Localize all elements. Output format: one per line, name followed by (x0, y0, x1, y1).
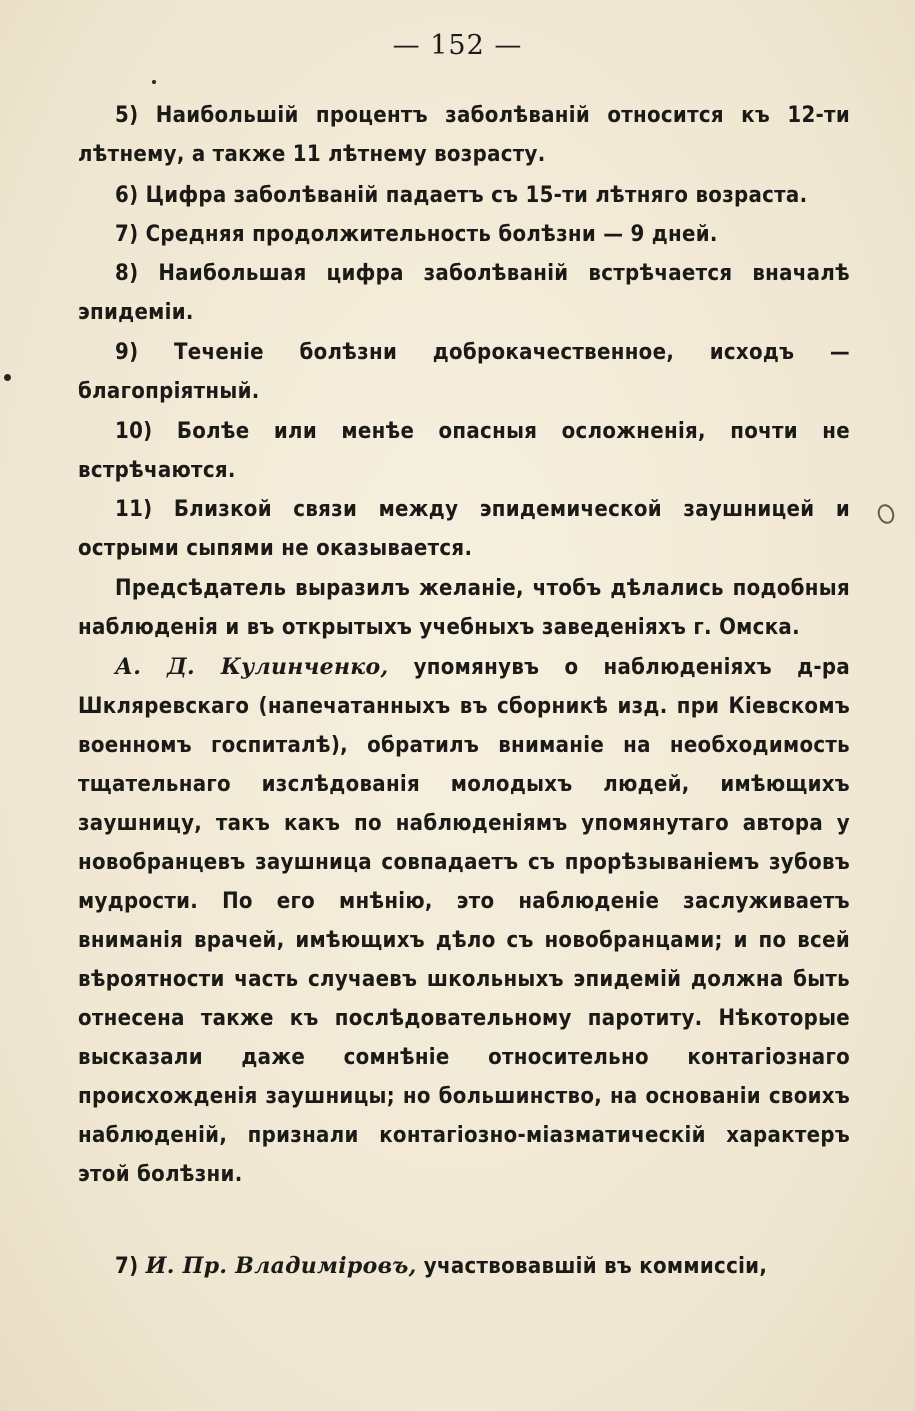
speaker-name: А. Д. Кулинченко, (115, 654, 389, 680)
ring-mark (875, 502, 897, 526)
paragraph-number: 7) (115, 1254, 139, 1279)
paragraph-chairman: Предсѣдатель выразилъ желаніе, чтобъ дѣлались подобныя наблюденія и въ открытыхъ учебныхъ заведеніяхъ г. Омска. (78, 576, 850, 640)
paragraph-item-11: 11) Близкой связи между эпидемической заушницей и острыми сыпями не оказывается. (78, 497, 850, 561)
paragraph-body: участвовавшій въ коммиссіи, (416, 1254, 768, 1279)
paragraph-item-10: 10) Болѣе или менѣе опасныя осложненія, почти не встрѣчаются. (78, 419, 850, 483)
paragraph-item-7: 7) Средняя продолжительность болѣзни — 9 дней. (115, 222, 718, 247)
ink-dot-mark (152, 80, 156, 84)
ink-spot-mark (4, 374, 11, 381)
paragraph-body: упомянувъ о наблюденіяхъ д-ра Шкляревскаго (напечатанныхъ въ сборникѣ изд. при Кіевскомъ военномъ госпиталѣ), обратилъ вниманіе на необходимость тщательнаго изслѣдованія молодыхъ людей, имѣющихъ заушницу, такъ какъ по наблюденіямъ упомянутаго автора у новобранцевъ заушница совпадаетъ съ прорѣзываніемъ зубовъ мудрости. По его мнѣнію, это наблюденіе заслуживаетъ вниманія врачей, имѣющихъ дѣло съ новобранцами; и по всей вѣроятности часть случаевъ школьныхъ эпидемій должна быть отнесена также къ послѣдовательному паротиту. Нѣкоторые высказали даже сомнѣніе относительно контагіознаго происхожденія заушницы; но большинство, на основаніи своихъ наблюденій, признали контагіозно-міазматическій характеръ этой болѣзни. (78, 655, 850, 1187)
paragraph-item-6: 6) Цифра заболѣваній падаетъ съ 15-ти лѣтняго возраста. (115, 183, 808, 208)
paragraph-vladimirov (78, 1247, 850, 1286)
paragraph-item-9: 9) Теченіе болѣзни доброкачественное, исходъ — благопріятный. (78, 340, 850, 404)
paragraph-item-5: 5) Наибольшій процентъ заболѣваній относится къ 12-ти лѣтнему, а также 11 лѣтнему возрасту. (78, 103, 850, 167)
page-number: — 152 — (392, 30, 523, 61)
speaker-name: И. Пр. Владимiровъ, (145, 1253, 417, 1279)
paragraph-kulinchenko (78, 648, 850, 1194)
paragraph-item-8: 8) Наибольшая цифра заболѣваній встрѣчается вначалѣ эпидеміи. (78, 261, 850, 325)
